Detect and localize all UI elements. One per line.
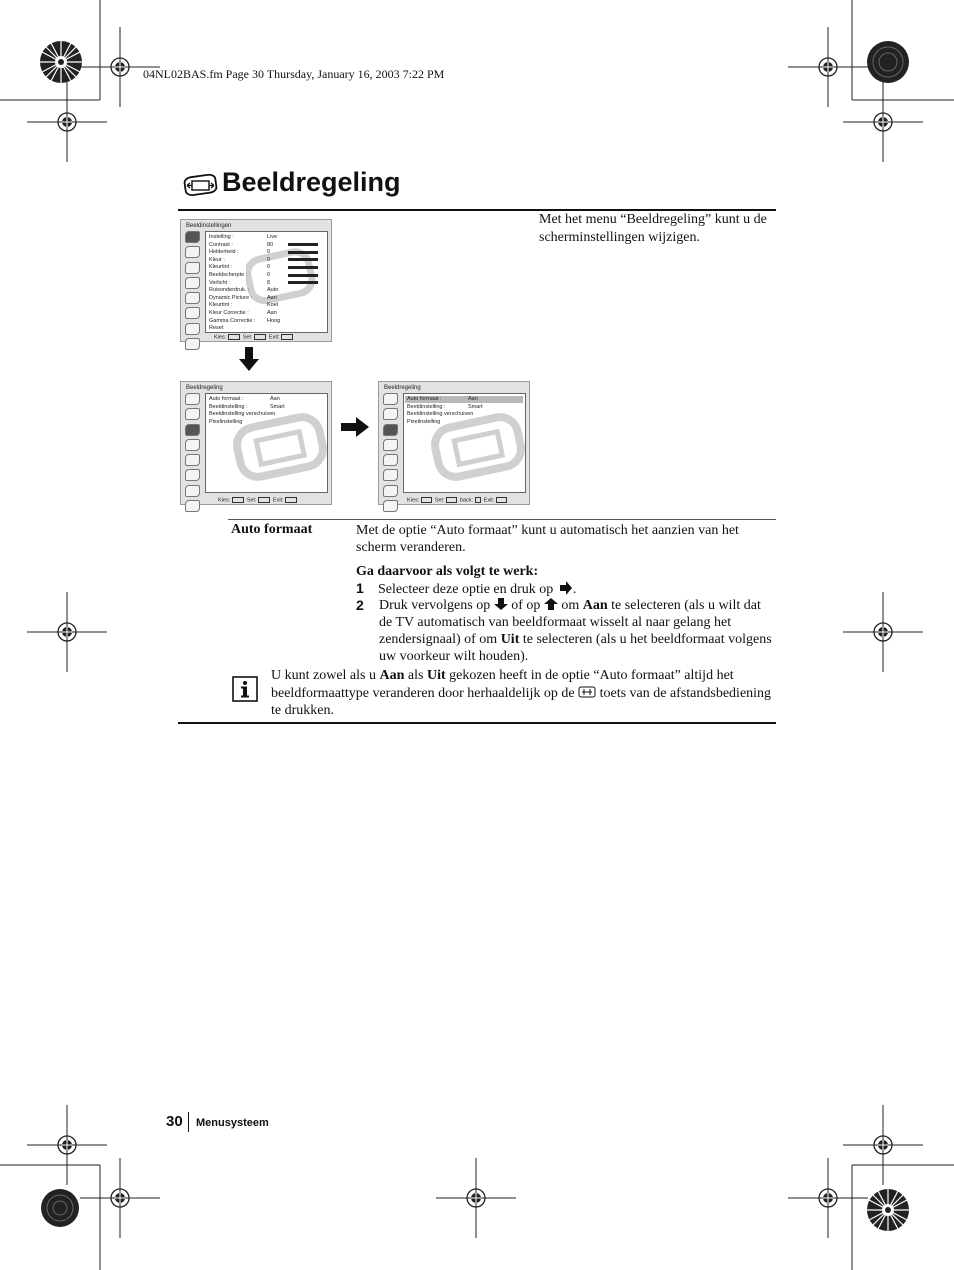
- screen-title: Beeldregeling: [384, 385, 421, 391]
- screen-footer: [407, 497, 507, 503]
- info-icon: [232, 676, 258, 702]
- slider-bar: [288, 251, 318, 254]
- step-number: 1: [356, 580, 364, 596]
- footer-set-label: Sel:: [246, 497, 257, 503]
- menu-icon-column: [184, 393, 203, 515]
- footer-select-label: Kies:: [407, 497, 420, 503]
- menu-icon-column: [382, 393, 401, 515]
- pc-icon: [383, 485, 398, 497]
- watermark-icon: [430, 412, 526, 482]
- picture-settings-icon: [185, 393, 200, 405]
- step-text: om: [561, 598, 580, 613]
- step-text: te selecteren (als u het beeldformaat volgens uw voorkeur wilt houden).: [379, 632, 772, 664]
- sound-icon: [185, 408, 200, 420]
- menu-row-auto-formaat: Auto formaat :: [209, 396, 244, 402]
- menu-screen-beeldregeling-selected: [378, 381, 530, 505]
- note-text: gekozen heeft in de optie “Auto formaat” altijd het beeldformaattype veranderen door herhaaldelijk op de: [271, 668, 734, 701]
- features-icon: [185, 469, 200, 481]
- menu-row-label: Dynamic Picture :: [209, 294, 253, 301]
- setup-icon: [185, 292, 200, 304]
- section-rule: [228, 519, 776, 520]
- footer-back-label: back:: [459, 497, 474, 503]
- sound-icon: [185, 246, 200, 258]
- down-arrow-button-icon: [494, 597, 508, 611]
- option-value-uit: Uit: [426, 668, 446, 683]
- menu-row-value: Auto: [267, 287, 279, 294]
- note-text: U kunt zowel als u: [271, 668, 376, 683]
- option-description: Met de optie “Auto formaat” kunt u automatisch het aanzien van het scherm veranderen.: [356, 523, 739, 555]
- arrow-right-icon: [341, 417, 369, 437]
- slider-bar: [288, 258, 318, 261]
- option-value-aan: Aan: [582, 598, 608, 613]
- option-value-aan: Aan: [379, 668, 405, 683]
- menu-row-beeldinstelling: Beeldinstelling :: [407, 403, 446, 410]
- step-2: [379, 597, 776, 665]
- menu-row-label: Verlicht :: [209, 279, 231, 286]
- file-header-line: 04NL02BAS.fm Page 30 Thursday, January 16, 2003 7:22 PM: [143, 67, 445, 81]
- menu-row-label: Gamma Correctie :: [209, 317, 256, 324]
- menu-row-beeldinstelling-verschuiven: Beeldinstelling verschuiven: [407, 411, 474, 417]
- page-number: 30: [166, 1113, 183, 1130]
- sound-icon: [383, 408, 398, 420]
- menu-row-beeldinstelling-verschuiven: Beeldinstelling verschuiven: [209, 411, 276, 417]
- picture-settings-icon: [185, 231, 200, 243]
- program-icon: [185, 338, 200, 350]
- screen-footer: [218, 497, 297, 503]
- footer-exit-label: Exit:: [483, 497, 495, 503]
- step-text-end: .: [572, 582, 577, 597]
- timer-icon: [185, 439, 200, 451]
- setup-icon: [185, 454, 200, 466]
- menu-row-label: Kleur Correctie :: [209, 310, 249, 316]
- menu-row-label: Kleurtint :: [209, 302, 233, 309]
- picture-adjust-icon: [185, 424, 200, 436]
- picture-adjust-icon: [383, 424, 398, 436]
- settings-panel: [205, 393, 328, 493]
- intro-text: Met het menu “Beeldregeling” kunt u de scherminstellingen wijzigen.: [539, 212, 767, 245]
- step-text: Druk vervolgens op: [379, 598, 491, 613]
- menu-row-value: Aan: [468, 396, 478, 402]
- menu-row-value: 8: [267, 279, 271, 286]
- pc-icon: [185, 485, 200, 497]
- menu-row-value: Live: [267, 234, 278, 240]
- screen-format-button-icon: [578, 686, 596, 698]
- menu-row-value: 80: [267, 241, 274, 248]
- note-text: als: [407, 668, 424, 683]
- menu-row-value: 0: [267, 249, 271, 256]
- pc-icon: [185, 323, 200, 335]
- arrow-down-icon: [239, 347, 259, 371]
- picture-settings-icon: [383, 393, 398, 405]
- settings-panel: [403, 393, 526, 493]
- right-arrow-button-icon: [559, 581, 573, 595]
- footer-divider: [188, 1112, 189, 1132]
- menu-row-value: Aan: [267, 294, 277, 301]
- watermark-icon: [232, 412, 328, 482]
- menu-row-label: Contrast :: [209, 241, 233, 248]
- footer-section-name: Menusysteem: [196, 1117, 269, 1129]
- howto-heading: Ga daarvoor als volgt te werk:: [356, 564, 539, 579]
- menu-row-label: Ruisonderdruk. :: [209, 287, 250, 294]
- page-title: Beeldregeling: [222, 167, 401, 197]
- features-icon: [383, 469, 398, 481]
- menu-row-value: Aan: [270, 396, 280, 402]
- menu-row-label: Beeldscherpte :: [209, 272, 248, 278]
- bottom-rule: [178, 722, 776, 724]
- screen-title: Beeldregeling: [186, 385, 223, 391]
- footer-set-label: Sel:: [434, 497, 445, 503]
- menu-row-value: 0: [267, 256, 271, 263]
- step-text: te selecteren (als u wilt dat de TV automatisch van beeldformaat wisselt al naar gelang het zendersignaal) of om: [379, 598, 761, 647]
- menu-screen-beeldinstellingen: [180, 219, 332, 342]
- step-1: [356, 580, 776, 598]
- menu-row-label: Instelling :: [209, 234, 234, 240]
- info-note: [271, 667, 776, 720]
- note-text: toets van de afstandsbediening te drukken.: [271, 685, 772, 718]
- slider-bar: [288, 281, 318, 284]
- slider-bar: [288, 266, 318, 269]
- menu-row-value: 0: [267, 272, 271, 278]
- screen-footer: [214, 334, 293, 340]
- step-text: of op: [511, 598, 541, 613]
- menu-row-pixelinstelling: Pixelinstelling: [209, 418, 243, 425]
- menu-row-label: Reset: [209, 325, 224, 332]
- menu-row-label: Helderheid :: [209, 249, 239, 256]
- settings-panel: [205, 231, 328, 333]
- slider-bar: [288, 274, 318, 277]
- menu-row-value: 0: [267, 264, 271, 271]
- slider-bar: [288, 243, 318, 246]
- up-arrow-button-icon: [544, 597, 558, 611]
- option-label-auto-formaat: Auto formaat: [231, 522, 313, 537]
- footer-exit-label: Exit:: [272, 497, 284, 503]
- option-value-uit: Uit: [500, 632, 520, 647]
- menu-row-pixelinstelling: Pixelinstelling: [407, 418, 441, 425]
- footer-set-label: Sel:: [242, 334, 253, 340]
- menu-row-value: Smart: [270, 403, 285, 410]
- menu-row-label: Kleur :: [209, 256, 225, 263]
- menu-row-label: Kleurtint :: [209, 264, 233, 271]
- watermark-icon: [246, 247, 316, 307]
- picture-adjust-icon: [185, 262, 200, 274]
- program-icon: [383, 500, 398, 512]
- menu-row-beeldinstelling: Beeldinstelling :: [209, 403, 248, 410]
- setup-icon: [383, 454, 398, 466]
- step-number: 2: [356, 597, 364, 613]
- menu-row-value: Hoog: [267, 317, 281, 324]
- features-icon: [185, 307, 200, 319]
- menu-screen-beeldregeling: [180, 381, 332, 505]
- footer-exit-label: Exit:: [268, 334, 280, 340]
- screen-title: Beeldinstellingen: [186, 223, 232, 229]
- menu-row-value: Smart: [468, 403, 483, 410]
- picture-adjust-icon: [183, 173, 219, 197]
- menu-row-value: Koel: [267, 302, 279, 309]
- program-icon: [185, 500, 200, 512]
- step-text: Selecteer deze optie en druk op: [378, 582, 554, 597]
- timer-icon: [185, 277, 200, 289]
- footer-select-label: Kies:: [218, 497, 231, 503]
- timer-icon: [383, 439, 398, 451]
- footer-select-label: Kies:: [214, 334, 227, 340]
- menu-row-auto-formaat: Auto formaat :: [407, 396, 442, 402]
- menu-icon-column: [184, 231, 203, 353]
- menu-row-value: Aan: [267, 310, 277, 316]
